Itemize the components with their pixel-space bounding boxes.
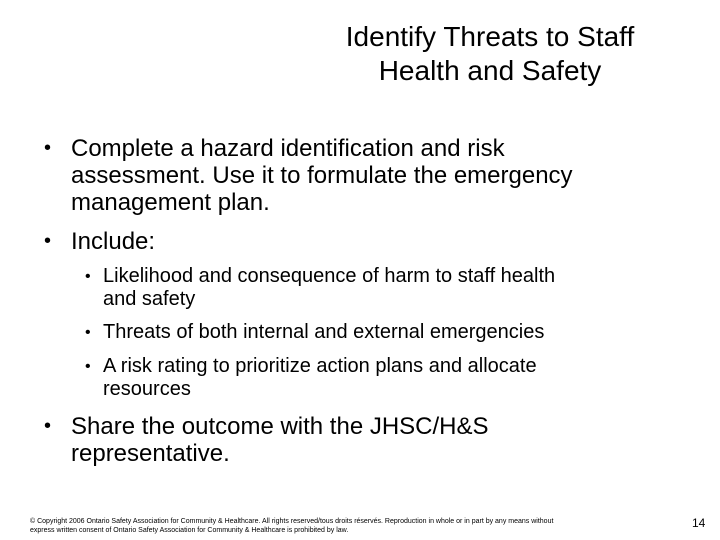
bullet-marker: • [44,137,52,159]
bullet-text-line: representative. [71,440,230,467]
bullet-text-line: assessment. Use it to formulate the emergency [71,162,573,189]
page-number: 14 [692,516,706,530]
title-line-1: Identify Threats to Staff [345,21,635,52]
bullet-text-line: Share the outcome with the JHSC/H&S [71,413,489,440]
bullet-text-line: management plan. [71,189,270,216]
bullet-marker: • [44,415,52,437]
sub-bullet-text-line: Threats of both internal and external emergencies [103,321,545,343]
sub-bullet-text-line: resources [103,378,191,400]
sub-bullet-marker: • [85,324,91,341]
sub-bullet-text-line: A risk rating to prioritize action plans and allocate [103,355,537,377]
sub-bullet-text-line: Likelihood and consequence of harm to staff health [103,265,556,287]
footer-line-2: express written consent of Ontario Safety Association for Community & Healthcare is prohibited by law. [30,527,349,534]
sub-bullet-text-line: and safety [103,288,196,310]
bullet-marker: • [44,230,52,252]
bullet-text-line: Include: [71,228,156,255]
sub-bullet-marker: • [85,358,91,375]
title-line-2: Health and Safety [378,55,602,86]
footer-line-1: © Copyright 2006 Ontario Safety Association for Community & Healthcare. All rights reserved/tous droits réservés. Reproduction in whole or in part by any means without [30,518,554,525]
sub-bullet-marker: • [85,268,91,285]
slide-title [290,20,690,88]
copyright-footer [30,517,650,535]
bullet-text-line: Complete a hazard identification and risk [71,135,505,162]
